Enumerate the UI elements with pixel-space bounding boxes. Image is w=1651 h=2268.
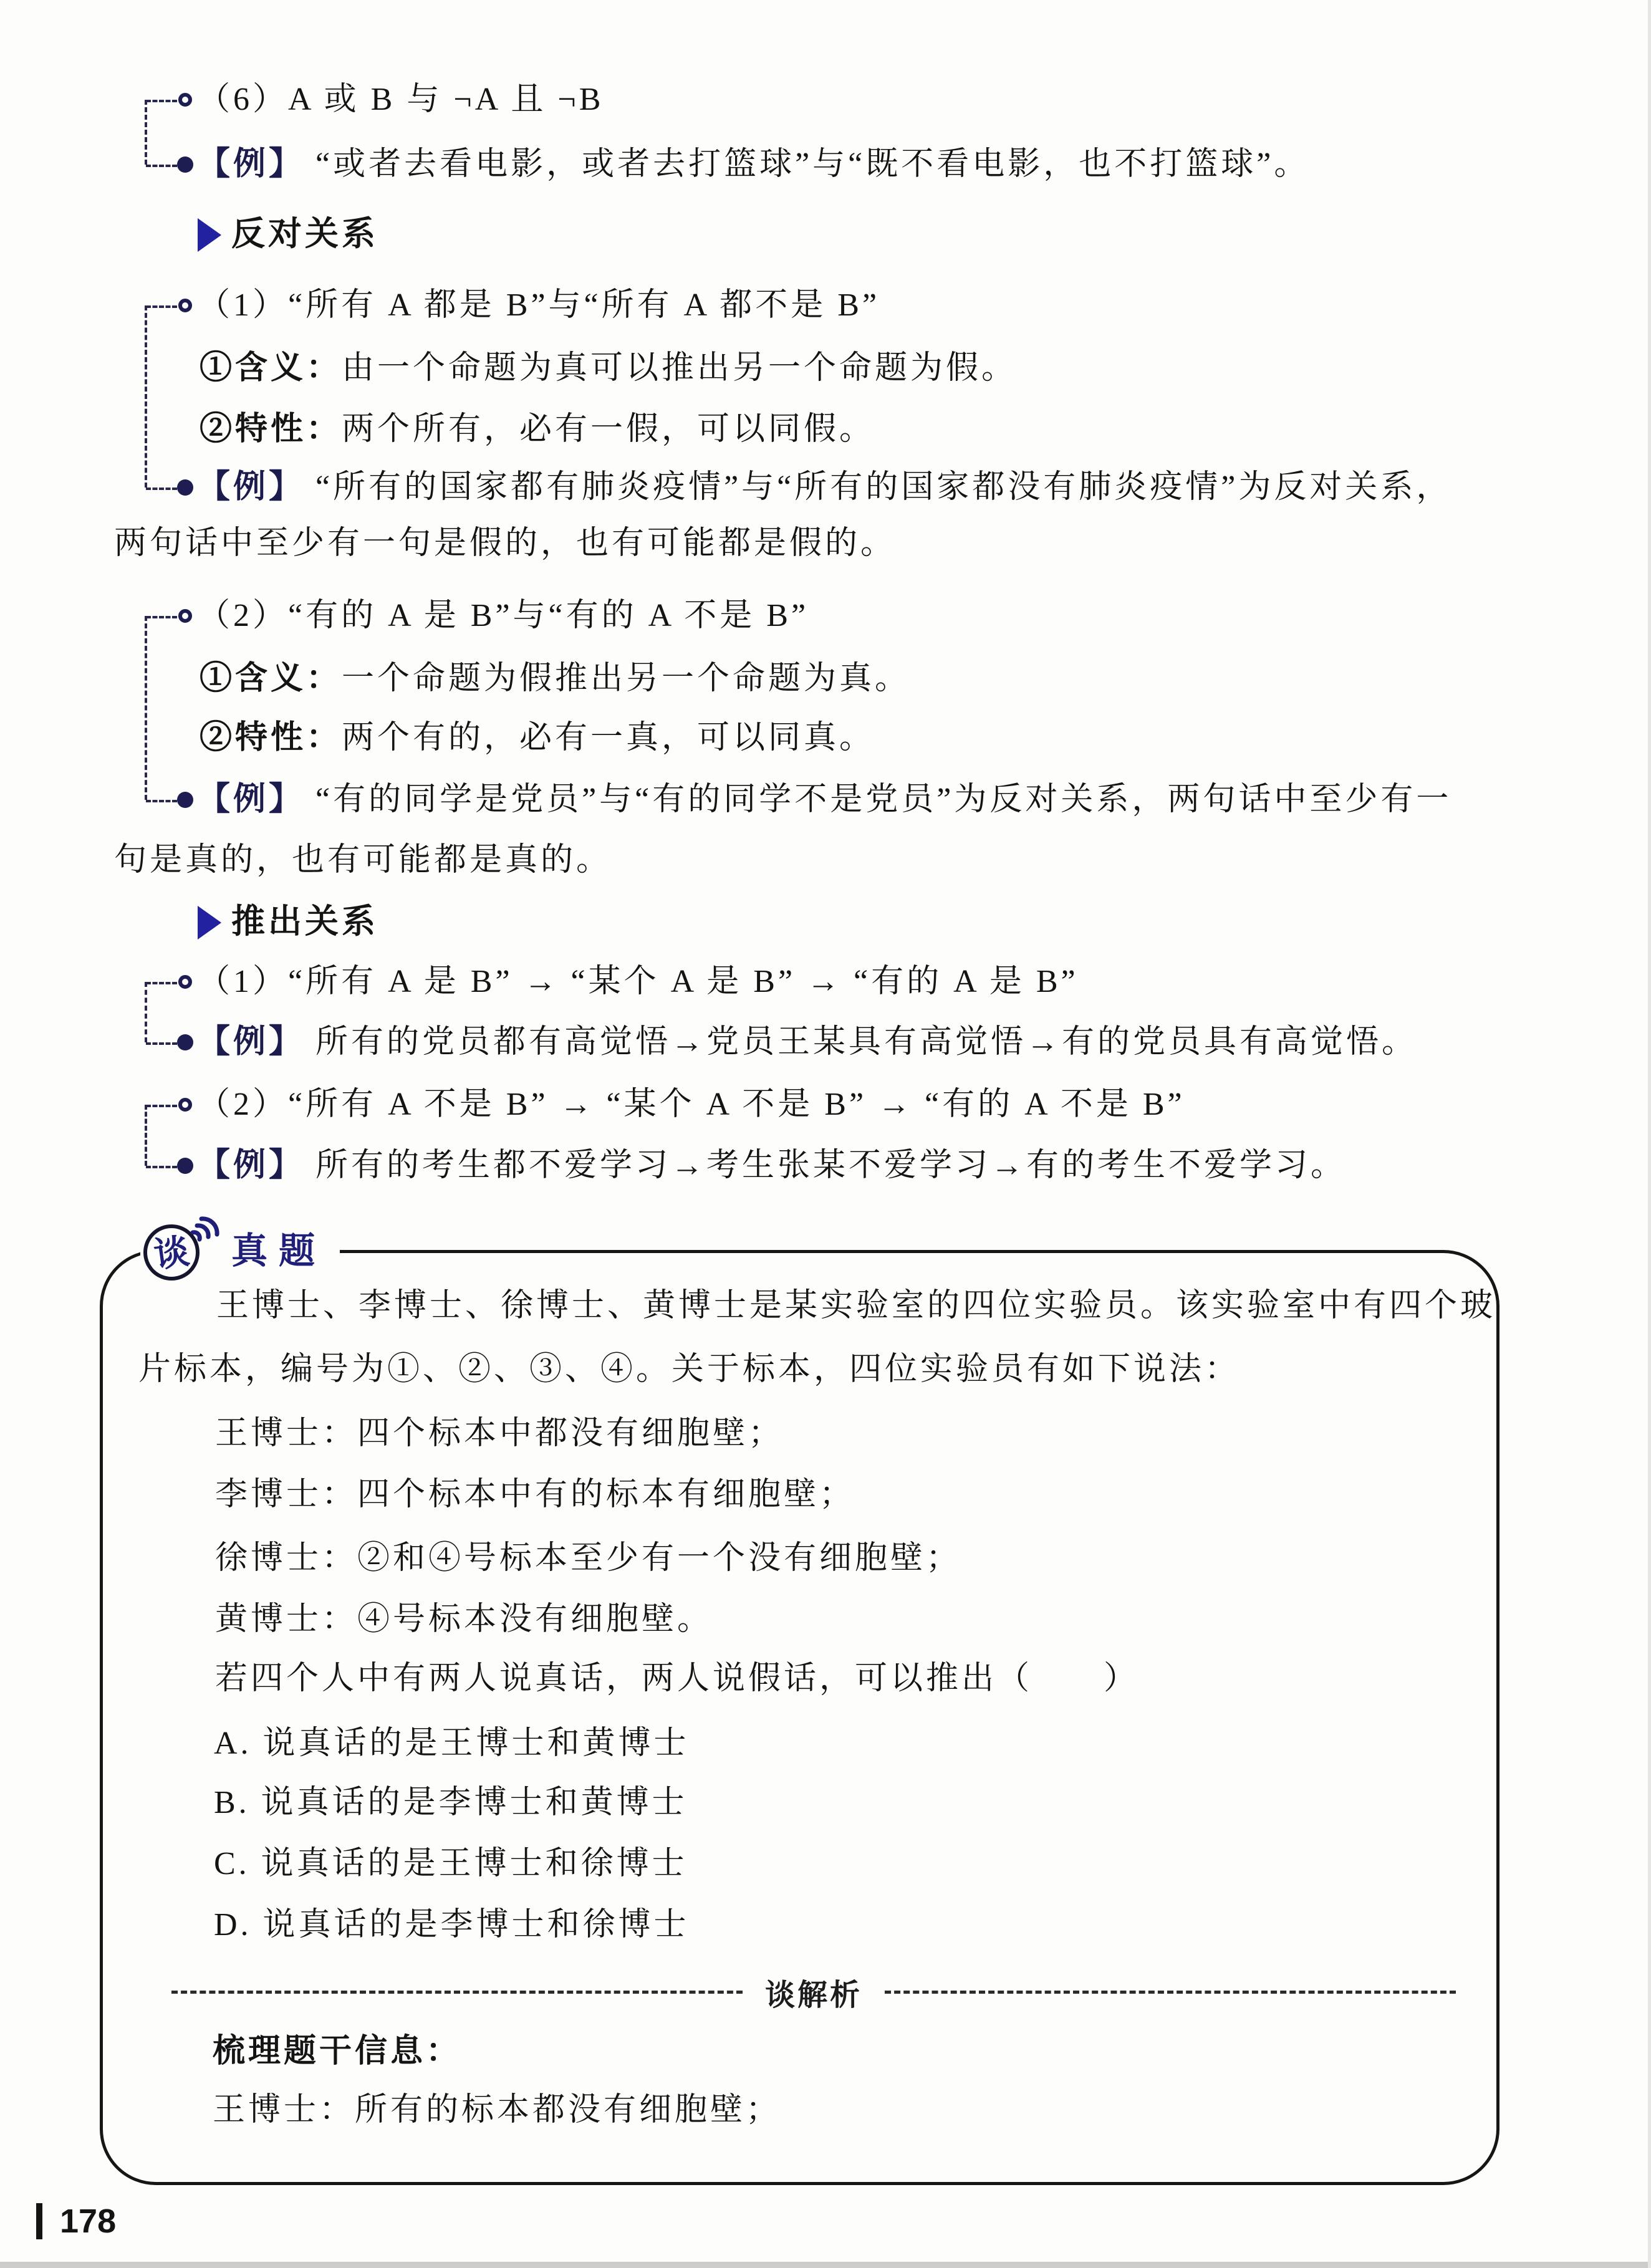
tree-branch [146,616,177,618]
tree-branch [146,982,177,984]
option-b [214,1782,688,1824]
example-text: “或者去看电影，或者去打篮球”与“既不看电影，也不打篮球”。 [315,147,1310,182]
stem-text: 片标本，编号为①、②、③、④。关于标本，四位实验员有如下说法： [138,1352,1241,1387]
statement-text: 李博士：四个标本中有的标本有细胞壁； [215,1477,855,1512]
opposition-item-1-meaning [200,347,1017,388]
triangle-bullet-icon [198,218,221,252]
option-d [214,1905,690,1946]
stem-text: 王博士、李博士、徐博士、黄博士是某实验室的四位实验员。该实验室中有四个玻 [216,1288,1496,1324]
open-circle-bullet-icon [178,1098,192,1112]
opposition-item-1-property [200,408,875,449]
example-line [198,1145,1346,1186]
statement-huang [215,1599,713,1640]
property-label: ②特性： [200,719,342,756]
example-text: 两句话中至少有一句是假的，也有可能都是假的。 [114,526,897,561]
example-line [198,1022,1417,1063]
example-text: “有的同学是党员”与“有的同学不是党员”为反对关系，两句话中至少有一 [315,782,1452,817]
section-heading-text: 推出关系 [231,903,378,940]
open-circle-bullet-icon [178,299,192,312]
example-line [198,779,1451,820]
tree-connector [145,100,147,165]
example-label: 【例】 [198,147,305,182]
opposition-item-1-title [198,285,880,326]
example-continuation [114,840,612,881]
example-label: 【例】 [198,1148,305,1183]
section-heading-entailment [198,901,378,942]
option-a [214,1723,690,1764]
example-text: “所有的国家都有肺炎疫情”与“所有的国家都没有肺炎疫情”为反对关系， [315,469,1452,505]
property-label: ②特性： [200,411,342,447]
opposition-item-2-title-text: （2）“有的 A 是 B”与“有的 A 不是 B” [198,598,809,633]
example-text: 所有的考生都不爱学习→考生张某不爱学习→有的考生不爱学习。 [315,1148,1347,1183]
option-c [214,1843,688,1885]
tree-branch [146,800,177,802]
example-label: 【例】 [198,469,305,505]
entailment-item-1-title [198,961,1079,1002]
scan-edge-right [1648,0,1651,2268]
property-text: 两个所有，必有一假，可以同假。 [342,411,875,447]
filled-circle-bullet-icon [177,156,193,173]
example-continuation [114,523,896,564]
analysis-intro-text: 梳理题干信息： [213,2033,462,2069]
open-circle-bullet-icon [178,975,192,989]
opposition-item-2-title [198,595,809,637]
statement-text: 王博士：四个标本中都没有细胞壁； [215,1416,784,1451]
example-label: 【例】 [198,782,305,817]
tree-branch [146,305,177,308]
filled-circle-bullet-icon [177,1034,193,1050]
entailment-item-1-title-text: （1）“所有 A 是 B” → “某个 A 是 B” → “有的 A 是 B” [198,964,1079,999]
property-text: 两个有的，必有一真，可以同真。 [342,720,875,756]
option-text: C. 说真话的是王博士和徐博士 [214,1846,688,1881]
section-heading-text: 反对关系 [231,215,378,252]
tree-branch [146,100,177,102]
footer-bar-icon [36,2203,42,2239]
option-text: A. 说真话的是王博士和黄博士 [214,1726,690,1761]
example-text: 所有的党员都有高觉悟→党员王某具有高觉悟→有的党员具有高觉悟。 [315,1024,1418,1060]
meaning-text: 一个命题为假推出另一个命题为真。 [342,661,911,696]
filled-circle-bullet-icon [177,479,193,496]
example-line [198,467,1451,508]
tree-connector [145,982,147,1042]
open-circle-bullet-icon [178,93,192,107]
divider-dash-left [171,1991,743,1994]
example-text: 句是真的，也有可能都是真的。 [114,842,612,878]
opposition-item-2-meaning [200,658,910,699]
outline-item-6 [198,79,604,120]
tan-speech-icon [140,1213,223,1282]
real-question-badge [140,1213,340,1282]
tree-branch [146,1105,177,1107]
entailment-item-2-title [198,1084,1185,1125]
question-stem-line-2 [138,1349,1240,1390]
open-circle-bullet-icon [178,609,192,623]
filled-circle-bullet-icon [177,792,193,808]
meaning-label: ①含义： [200,660,342,696]
entailment-item-2-title-text: （2）“所有 A 不是 B” → “某个 A 不是 B” → “有的 A 不是 B” [198,1087,1185,1122]
statement-wang [215,1413,784,1454]
analysis-divider [171,1971,1456,2012]
outline-item-6-text: （6）A 或 B 与 ¬A 且 ¬B [198,82,604,117]
triangle-bullet-icon [198,906,221,939]
question-sentence [215,1658,1139,1699]
section-heading-opposition [198,213,378,254]
scan-edge-bottom [0,2262,1651,2268]
option-text: B. 说真话的是李博士和黄博士 [214,1785,688,1820]
example-label: 【例】 [198,1024,305,1060]
filled-circle-bullet-icon [177,1158,193,1174]
option-text: D. 说真话的是李博士和徐博士 [214,1907,690,1943]
example-line [198,144,1309,185]
page-footer [36,2202,116,2241]
tree-branch [146,1042,177,1045]
statement-text: 黄博士：④号标本没有细胞壁。 [215,1602,713,1637]
statement-text: 徐博士：②和④号标本至少有一个没有细胞壁； [215,1540,962,1576]
tree-branch [146,488,177,490]
divider-dash-right [885,1991,1456,1994]
opposition-item-2-property [200,717,875,758]
tree-branch [146,165,177,167]
tree-connector [145,1105,147,1166]
tree-connector [145,616,147,800]
analysis-line-1 [213,2090,781,2131]
opposition-item-1-title-text: （1）“所有 A 都是 B”与“所有 A 都不是 B” [198,287,880,323]
meaning-label: ①含义： [200,350,342,386]
question-text: 若四个人中有两人说真话，两人说假话，可以推出（ ） [215,1661,1140,1696]
tree-connector [145,305,147,488]
tan-icon-char: 谈 [151,1231,192,1275]
analysis-intro [213,2030,461,2072]
question-stem-line-1 [216,1285,1496,1327]
analysis-divider-label: 谈解析 [765,1978,863,2012]
real-question-badge-label: 真题 [231,1231,327,1271]
statement-xu [215,1538,961,1579]
tree-branch [146,1166,177,1168]
page-number: 178 [60,2203,117,2240]
meaning-text: 由一个命题为真可以推出另一个命题为假。 [342,350,1018,386]
analysis-text: 王博士：所有的标本都没有细胞壁； [213,2092,782,2128]
statement-li [215,1474,855,1516]
